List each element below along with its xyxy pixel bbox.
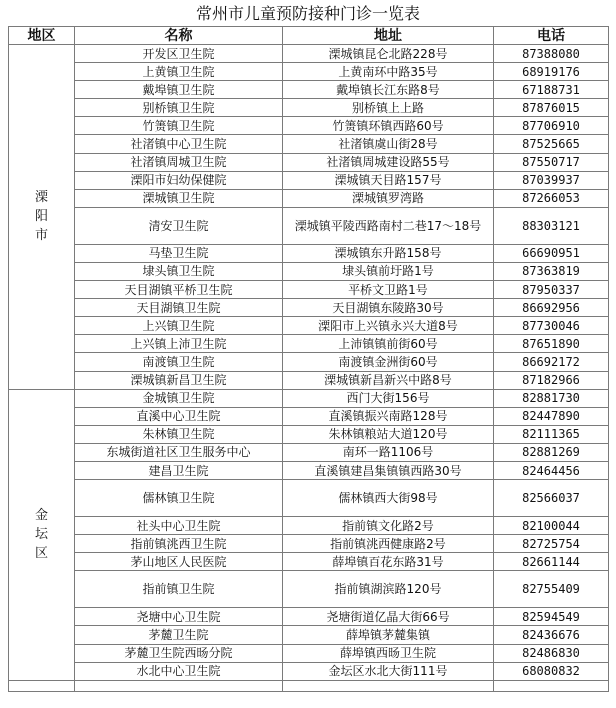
address-cell: 上黄南环中路35号 — [283, 63, 494, 81]
phone-cell: 87182966 — [494, 371, 609, 389]
address-cell: 社渚镇周城建设路55号 — [283, 153, 494, 171]
name-cell: 儒林镇卫生院 — [75, 480, 283, 517]
table-row — [9, 299, 609, 317]
address-cell: 溧城镇罗湾路 — [283, 189, 494, 207]
table-row — [9, 281, 609, 299]
area-char: 坛 — [34, 527, 48, 543]
table-row — [9, 608, 609, 626]
phone-cell: 82725754 — [494, 535, 609, 553]
phone-cell: 86692956 — [494, 299, 609, 317]
phone-cell: 82486830 — [494, 644, 609, 662]
area-cell — [9, 389, 75, 680]
table-row — [9, 171, 609, 189]
table-row — [9, 135, 609, 153]
address-cell: 金坛区水北大街111号 — [283, 662, 494, 680]
cutoff-cell — [494, 680, 609, 691]
header-name: 名称 — [75, 27, 283, 45]
table-row — [9, 335, 609, 353]
address-cell: 指前镇文化路2号 — [283, 517, 494, 535]
name-cell: 马垫卫生院 — [75, 244, 283, 262]
cutoff-cell — [283, 680, 494, 691]
phone-cell: 88303121 — [494, 207, 609, 244]
phone-cell: 87266053 — [494, 189, 609, 207]
area-char: 金 — [34, 508, 48, 524]
phone-cell: 82100044 — [494, 517, 609, 535]
name-cell: 天目湖镇卫生院 — [75, 299, 283, 317]
table-row — [9, 353, 609, 371]
phone-cell: 87706910 — [494, 117, 609, 135]
address-cell: 上沛镇镇前街60号 — [283, 335, 494, 353]
name-cell: 茅麓卫生院 — [75, 626, 283, 644]
cutoff-row — [9, 680, 609, 691]
table-body — [9, 45, 609, 692]
phone-cell: 68080832 — [494, 662, 609, 680]
header-address: 地址 — [283, 27, 494, 45]
table-row — [9, 63, 609, 81]
name-cell: 社头中心卫生院 — [75, 517, 283, 535]
table-row — [9, 81, 609, 99]
table-row — [9, 262, 609, 280]
area-char: 区 — [34, 546, 48, 562]
table-row — [9, 117, 609, 135]
phone-cell: 87388080 — [494, 45, 609, 63]
phone-cell: 87876015 — [494, 99, 609, 117]
phone-cell: 87550717 — [494, 153, 609, 171]
address-cell: 尧塘街道亿晶大街66号 — [283, 608, 494, 626]
header-area: 地区 — [9, 27, 75, 45]
table-row — [9, 189, 609, 207]
name-cell: 上兴镇上沛卫生院 — [75, 335, 283, 353]
phone-cell: 82464456 — [494, 461, 609, 479]
table-row — [9, 99, 609, 117]
name-cell: 指前镇洮西卫生院 — [75, 535, 283, 553]
phone-cell: 82755409 — [494, 571, 609, 608]
address-cell: 直溪镇建昌集镇镇西路30号 — [283, 461, 494, 479]
table-row — [9, 626, 609, 644]
name-cell: 社渚镇周城卫生院 — [75, 153, 283, 171]
address-cell: 溧阳市上兴镇永兴大道8号 — [283, 317, 494, 335]
address-cell: 直溪镇振兴南路128号 — [283, 407, 494, 425]
address-cell: 西门大街156号 — [283, 389, 494, 407]
phone-cell: 87525665 — [494, 135, 609, 153]
name-cell: 上黄镇卫生院 — [75, 63, 283, 81]
area-char: 市 — [34, 228, 48, 244]
address-cell: 儒林镇西大街98号 — [283, 480, 494, 517]
address-cell: 溧城镇昆仑北路228号 — [283, 45, 494, 63]
address-cell: 平桥文卫路1号 — [283, 281, 494, 299]
address-cell: 朱林镇粮站大道120号 — [283, 425, 494, 443]
phone-cell: 87950337 — [494, 281, 609, 299]
name-cell: 溧阳市妇幼保健院 — [75, 171, 283, 189]
name-cell: 尧塘中心卫生院 — [75, 608, 283, 626]
header-phone: 电话 — [494, 27, 609, 45]
address-cell: 薛埠镇茅麓集镇 — [283, 626, 494, 644]
name-cell: 社渚镇中心卫生院 — [75, 135, 283, 153]
table-row — [9, 461, 609, 479]
name-cell: 埭头镇卫生院 — [75, 262, 283, 280]
table-row — [9, 480, 609, 517]
table-row — [9, 553, 609, 571]
table-row — [9, 389, 609, 407]
table-row — [9, 371, 609, 389]
name-cell: 东城街道社区卫生服务中心 — [75, 443, 283, 461]
phone-cell: 67188731 — [494, 81, 609, 99]
phone-cell: 82447890 — [494, 407, 609, 425]
document-title: 常州市儿童预防接种门诊一览表 — [195, 4, 420, 23]
cutoff-cell — [75, 680, 283, 691]
address-cell: 指前镇湖滨路120号 — [283, 571, 494, 608]
address-cell: 埭头镇前圩路1号 — [283, 262, 494, 280]
table-row — [9, 571, 609, 608]
area-char: 溧 — [34, 190, 48, 206]
address-cell: 南环一路1106号 — [283, 443, 494, 461]
area-char: 阳 — [34, 209, 48, 225]
name-cell: 清安卫生院 — [75, 207, 283, 244]
clinic-table — [8, 26, 609, 692]
address-cell: 溧城镇平陵西路南村二巷17～18号 — [283, 207, 494, 244]
table-row — [9, 244, 609, 262]
address-cell: 指前镇洮西健康路2号 — [283, 535, 494, 553]
name-cell: 南渡镇卫生院 — [75, 353, 283, 371]
name-cell: 上兴镇卫生院 — [75, 317, 283, 335]
phone-cell: 82594549 — [494, 608, 609, 626]
phone-cell: 87039937 — [494, 171, 609, 189]
address-cell: 戴埠镇长江东路8号 — [283, 81, 494, 99]
table-row — [9, 207, 609, 244]
table-row — [9, 662, 609, 680]
table-row — [9, 535, 609, 553]
name-cell: 建昌卫生院 — [75, 461, 283, 479]
address-cell: 竹箦镇环镇西路60号 — [283, 117, 494, 135]
name-cell: 溧城镇卫生院 — [75, 189, 283, 207]
table-row — [9, 443, 609, 461]
table-row — [9, 45, 609, 63]
cutoff-cell — [9, 680, 75, 691]
name-cell: 别桥镇卫生院 — [75, 99, 283, 117]
phone-cell: 87730046 — [494, 317, 609, 335]
phone-cell: 66690951 — [494, 244, 609, 262]
phone-cell: 82881730 — [494, 389, 609, 407]
name-cell: 水北中心卫生院 — [75, 662, 283, 680]
phone-cell: 82661144 — [494, 553, 609, 571]
name-cell: 指前镇卫生院 — [75, 571, 283, 608]
address-cell: 溧城镇东升路158号 — [283, 244, 494, 262]
address-cell: 薛埠镇百花东路31号 — [283, 553, 494, 571]
name-cell: 茅麓卫生院西旸分院 — [75, 644, 283, 662]
table-row — [9, 425, 609, 443]
address-cell: 社渚镇虞山街28号 — [283, 135, 494, 153]
phone-cell: 82881269 — [494, 443, 609, 461]
address-cell: 溧城镇天目路157号 — [283, 171, 494, 189]
table-row — [9, 407, 609, 425]
phone-cell: 87363819 — [494, 262, 609, 280]
phone-cell: 86692172 — [494, 353, 609, 371]
address-cell: 南渡镇金洲街60号 — [283, 353, 494, 371]
name-cell: 朱林镇卫生院 — [75, 425, 283, 443]
name-cell: 溧城镇新昌卫生院 — [75, 371, 283, 389]
header-row — [9, 27, 609, 45]
phone-cell: 82111365 — [494, 425, 609, 443]
name-cell: 开发区卫生院 — [75, 45, 283, 63]
name-cell: 竹箦镇卫生院 — [75, 117, 283, 135]
table-row — [9, 644, 609, 662]
name-cell: 茅山地区人民医院 — [75, 553, 283, 571]
address-cell: 别桥镇上上路 — [283, 99, 494, 117]
table-row — [9, 317, 609, 335]
name-cell: 金城镇卫生院 — [75, 389, 283, 407]
name-cell: 戴埠镇卫生院 — [75, 81, 283, 99]
table-row — [9, 517, 609, 535]
name-cell: 天目湖镇平桥卫生院 — [75, 281, 283, 299]
name-cell: 直溪中心卫生院 — [75, 407, 283, 425]
address-cell: 溧城镇新昌新兴中路8号 — [283, 371, 494, 389]
phone-cell: 82436676 — [494, 626, 609, 644]
phone-cell: 87651890 — [494, 335, 609, 353]
address-cell: 天目湖镇东陵路30号 — [283, 299, 494, 317]
table-row — [9, 153, 609, 171]
address-cell: 薛埠镇西旸卫生院 — [283, 644, 494, 662]
phone-cell: 82566037 — [494, 480, 609, 517]
area-cell — [9, 45, 75, 390]
phone-cell: 68919176 — [494, 63, 609, 81]
